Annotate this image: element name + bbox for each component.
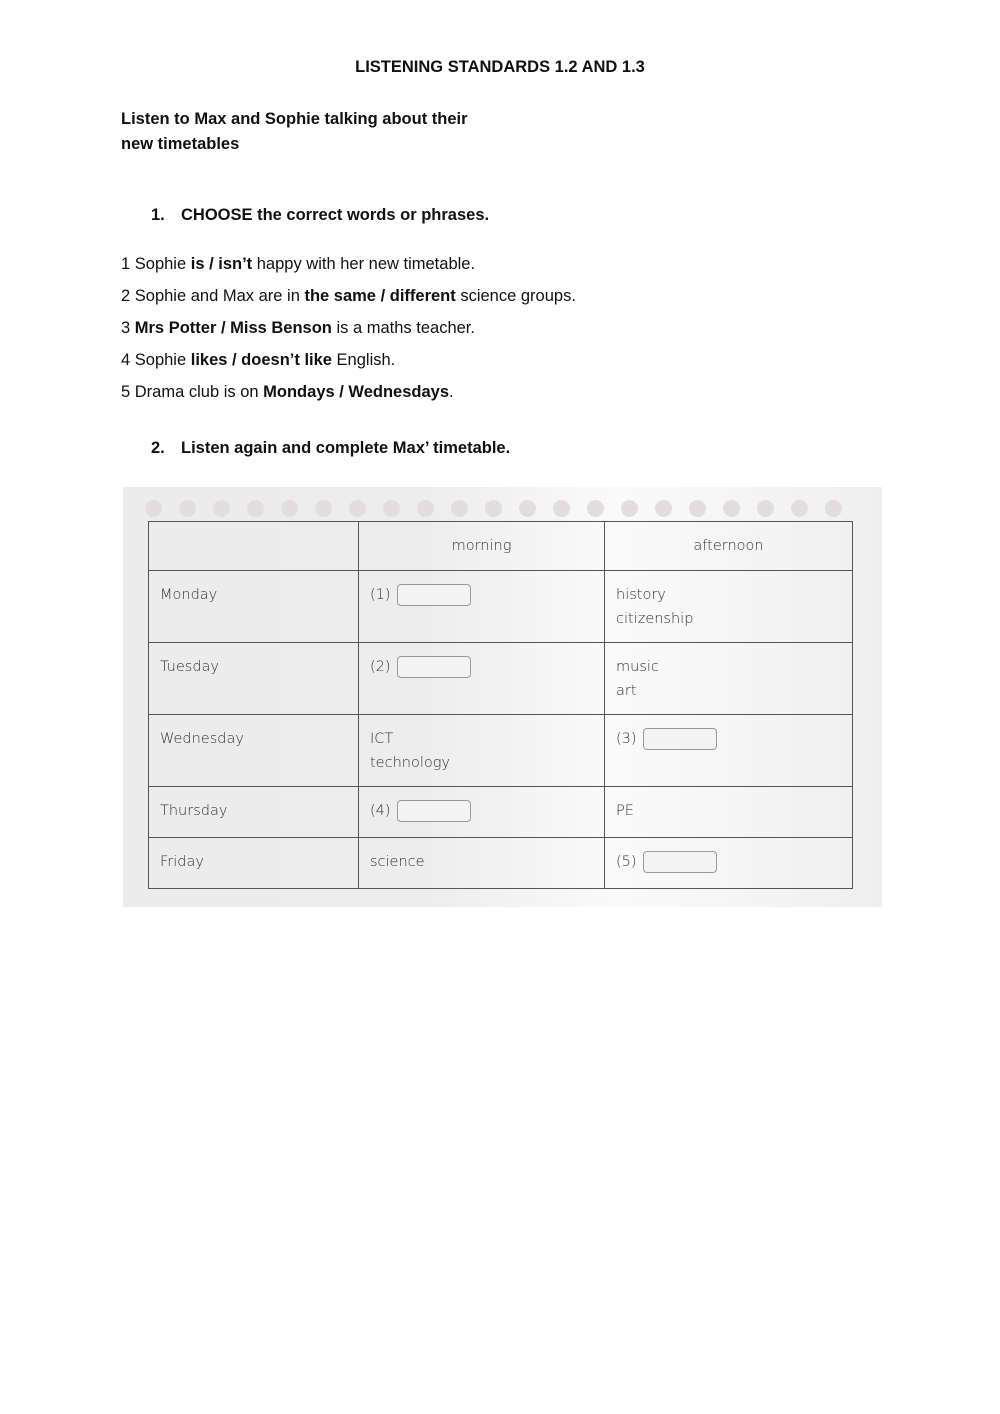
table-row — [149, 787, 853, 838]
question-1-post: happy with her new timetable. — [252, 255, 476, 273]
ring-icon — [621, 500, 638, 517]
question-3-post: is a maths teacher. — [331, 319, 475, 337]
question-2-post: science groups. — [455, 287, 576, 305]
intro-line-2: new timetables — [121, 135, 240, 153]
ring-icon — [485, 500, 502, 517]
blank-number: (4) — [370, 803, 391, 819]
day-label: Tuesday — [160, 659, 219, 675]
header-blank-cell — [149, 522, 359, 571]
subject-label: history — [616, 587, 666, 603]
question-4 — [121, 351, 395, 370]
ring-icon — [791, 500, 808, 517]
day-cell — [149, 787, 359, 838]
timetable — [148, 521, 853, 889]
question-4-pre: 4 Sophie — [121, 351, 191, 369]
intro-text — [121, 107, 541, 157]
ring-icon — [145, 500, 162, 517]
intro-line-1: Listen to Max and Sophie talking about their — [121, 110, 468, 128]
question-3 — [121, 319, 475, 338]
morning-cell — [359, 715, 605, 787]
table-row — [149, 571, 853, 643]
question-5-choice[interactable]: Mondays / Wednesdays — [263, 383, 449, 401]
morning-cell — [359, 787, 605, 838]
blank-number: (5) — [616, 854, 637, 870]
question-1-choice[interactable]: is / isn’t — [190, 255, 253, 273]
subject-label: music — [616, 659, 659, 675]
question-5-post: . — [449, 383, 454, 401]
ring-icon — [383, 500, 400, 517]
answer-blank-3[interactable] — [643, 728, 717, 750]
question-4-post: English. — [331, 351, 396, 369]
notebook-rings — [123, 495, 882, 519]
day-label: Monday — [160, 587, 218, 603]
ring-icon — [825, 500, 842, 517]
table-row — [149, 838, 853, 889]
day-label: Wednesday — [160, 731, 244, 747]
header-morning: morning — [359, 522, 605, 571]
section-1-text: CHOOSE the correct words or phrases. — [181, 206, 490, 224]
timetable-notebook — [123, 487, 882, 907]
ring-icon — [451, 500, 468, 517]
ring-icon — [689, 500, 706, 517]
ring-icon — [757, 500, 774, 517]
question-5-pre: 5 Drama club is on — [121, 383, 264, 401]
day-label: Friday — [160, 854, 204, 870]
question-5 — [121, 383, 454, 402]
section-1-heading — [151, 206, 489, 225]
subject-label: PE — [616, 803, 634, 819]
blank-number: (2) — [370, 659, 391, 675]
question-1-pre: 1 Sophie — [121, 255, 191, 273]
subject-label: science — [370, 854, 425, 870]
timetable-header-row — [149, 522, 853, 571]
question-2-choice[interactable]: the same / different — [304, 287, 456, 305]
morning-cell — [359, 571, 605, 643]
ring-icon — [417, 500, 434, 517]
day-cell — [149, 715, 359, 787]
subject-label: citizenship — [616, 611, 694, 627]
afternoon-cell — [605, 838, 853, 889]
ring-icon — [553, 500, 570, 517]
question-1 — [121, 255, 475, 274]
section-2-heading — [151, 439, 510, 458]
afternoon-cell — [605, 715, 853, 787]
ring-icon — [655, 500, 672, 517]
subject-label: art — [616, 683, 637, 699]
section-2-number: 2. — [151, 439, 165, 457]
table-row — [149, 643, 853, 715]
day-cell — [149, 643, 359, 715]
morning-cell — [359, 643, 605, 715]
section-2-text: Listen again and complete Max’ timetable. — [181, 439, 511, 457]
morning-cell — [359, 838, 605, 889]
ring-icon — [179, 500, 196, 517]
afternoon-cell — [605, 787, 853, 838]
ring-icon — [281, 500, 298, 517]
page-title: LISTENING STANDARDS 1.2 AND 1.3 — [355, 58, 645, 76]
ring-icon — [247, 500, 264, 517]
answer-blank-4[interactable] — [397, 800, 471, 822]
subject-label: ICT — [370, 731, 394, 747]
afternoon-cell — [605, 571, 853, 643]
ring-icon — [213, 500, 230, 517]
day-cell — [149, 571, 359, 643]
ring-icon — [723, 500, 740, 517]
subject-label: technology — [370, 755, 451, 771]
question-2-pre: 2 Sophie and Max are in — [121, 287, 305, 305]
ring-icon — [349, 500, 366, 517]
question-3-pre: 3 — [121, 319, 135, 337]
answer-blank-1[interactable] — [397, 584, 471, 606]
day-label: Thursday — [160, 803, 228, 819]
answer-blank-2[interactable] — [397, 656, 471, 678]
ring-icon — [519, 500, 536, 517]
day-cell — [149, 838, 359, 889]
ring-icon — [315, 500, 332, 517]
ring-icon — [587, 500, 604, 517]
table-row — [149, 715, 853, 787]
section-1-number: 1. — [151, 206, 165, 224]
header-afternoon: afternoon — [605, 522, 853, 571]
blank-number: (1) — [370, 587, 391, 603]
answer-blank-5[interactable] — [643, 851, 717, 873]
blank-number: (3) — [616, 731, 637, 747]
question-3-choice[interactable]: Mrs Potter / Miss Benson — [134, 319, 332, 337]
question-4-choice[interactable]: likes / doesn’t like — [190, 351, 332, 369]
afternoon-cell — [605, 643, 853, 715]
question-2 — [121, 287, 576, 306]
